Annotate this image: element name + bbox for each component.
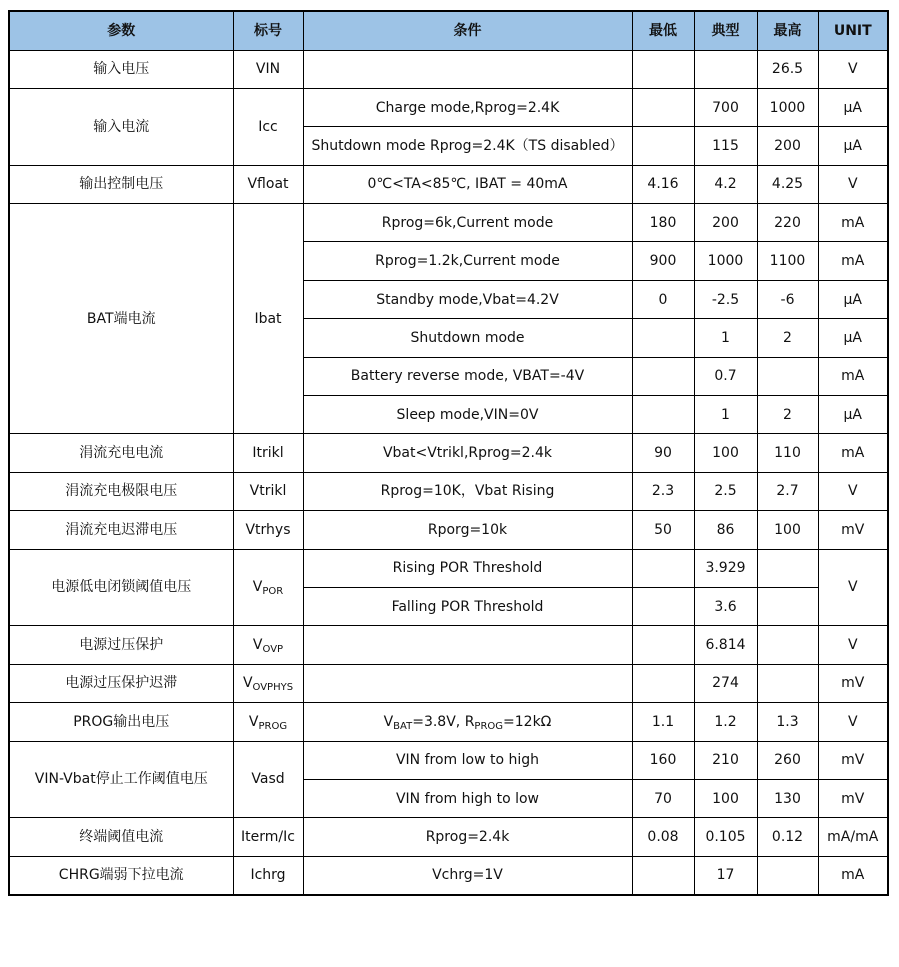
max-cell — [757, 357, 818, 395]
unit-cell: mV — [818, 511, 888, 549]
table-row — [9, 703, 888, 741]
unit-cell: μA — [818, 88, 888, 126]
typ-cell: 2.5 — [694, 472, 757, 510]
typ-cell: 700 — [694, 88, 757, 126]
table-row — [9, 50, 888, 88]
symbol-subscript: PROG — [258, 720, 288, 732]
typ-cell: 0.105 — [694, 818, 757, 856]
param-cell: 电源过压保护 — [9, 626, 233, 664]
symbol-main: V — [252, 637, 263, 654]
unit-cell: mA — [818, 357, 888, 395]
min-cell — [632, 357, 694, 395]
symbol-cell: Vfloat — [233, 165, 303, 203]
max-cell: 0.12 — [757, 818, 818, 856]
min-cell: 180 — [632, 204, 694, 242]
param-cell: 输入电压 — [9, 50, 233, 88]
condition-cell — [303, 703, 632, 741]
unit-cell: mA — [818, 434, 888, 472]
typ-cell: -2.5 — [694, 280, 757, 318]
typ-cell: 1000 — [694, 242, 757, 280]
param-cell: 涓流充电迟滞电压 — [9, 511, 233, 549]
unit-cell: μA — [818, 319, 888, 357]
condition-cell: Rprog=6k,Current mode — [303, 204, 632, 242]
typ-cell: 100 — [694, 434, 757, 472]
condition-cell: Vchrg=1V — [303, 856, 632, 894]
min-cell — [632, 396, 694, 434]
condition-cell: VIN from high to low — [303, 779, 632, 817]
min-cell: 160 — [632, 741, 694, 779]
typ-cell: 86 — [694, 511, 757, 549]
min-cell: 90 — [632, 434, 694, 472]
min-cell — [632, 50, 694, 88]
typ-cell: 3.929 — [694, 549, 757, 587]
condition-cell: Shutdown mode Rprog=2.4K（TS disabled） — [303, 127, 632, 165]
typ-cell: 1.2 — [694, 703, 757, 741]
min-cell — [632, 319, 694, 357]
max-cell: 1100 — [757, 242, 818, 280]
unit-cell: V — [818, 165, 888, 203]
min-cell: 1.1 — [632, 703, 694, 741]
typ-cell: 1 — [694, 396, 757, 434]
unit-cell: V — [818, 472, 888, 510]
symbol-cell — [233, 549, 303, 626]
header-condition: 条件 — [303, 11, 632, 50]
max-cell: 220 — [757, 204, 818, 242]
max-cell — [757, 587, 818, 625]
param-cell: VIN-Vbat停止工作阈值电压 — [9, 741, 233, 818]
symbol-subscript: POR — [262, 586, 284, 598]
symbol-cell: Ichrg — [233, 856, 303, 894]
table-row — [9, 88, 888, 126]
min-cell: 900 — [632, 242, 694, 280]
cond-part: V — [383, 713, 394, 730]
symbol-cell: Vasd — [233, 741, 303, 818]
max-cell: 2 — [757, 319, 818, 357]
header-typ: 典型 — [694, 11, 757, 50]
table-row — [9, 472, 888, 510]
min-cell — [632, 127, 694, 165]
table-row — [9, 626, 888, 664]
param-cell: 涓流充电电流 — [9, 434, 233, 472]
symbol-cell: Vtrhys — [233, 511, 303, 549]
param-cell: PROG输出电压 — [9, 703, 233, 741]
table-row — [9, 434, 888, 472]
unit-cell: mA — [818, 204, 888, 242]
condition-cell — [303, 626, 632, 664]
condition-cell: VIN from low to high — [303, 741, 632, 779]
max-cell: 130 — [757, 779, 818, 817]
header-unit: UNIT — [818, 11, 888, 50]
condition-cell: Battery reverse mode, VBAT=-4V — [303, 357, 632, 395]
max-cell — [757, 856, 818, 894]
table-row — [9, 549, 888, 587]
condition-cell — [303, 664, 632, 702]
max-cell: 26.5 — [757, 50, 818, 88]
symbol-cell: Vtrikl — [233, 472, 303, 510]
unit-cell: μA — [818, 396, 888, 434]
typ-cell — [694, 50, 757, 88]
min-cell: 70 — [632, 779, 694, 817]
typ-cell: 1 — [694, 319, 757, 357]
unit-cell: mV — [818, 664, 888, 702]
max-cell: 1.3 — [757, 703, 818, 741]
min-cell: 4.16 — [632, 165, 694, 203]
symbol-cell: Icc — [233, 88, 303, 165]
unit-cell: μA — [818, 127, 888, 165]
param-cell: 终端阈值电流 — [9, 818, 233, 856]
typ-cell: 4.2 — [694, 165, 757, 203]
max-cell: 2.7 — [757, 472, 818, 510]
table-row — [9, 741, 888, 779]
condition-cell: Rporg=10k — [303, 511, 632, 549]
min-cell — [632, 856, 694, 894]
symbol-cell: Iterm/Ic — [233, 818, 303, 856]
condition-cell: Falling POR Threshold — [303, 587, 632, 625]
header-max: 最高 — [757, 11, 818, 50]
cond-subscript: PROG — [474, 720, 504, 732]
typ-cell: 3.6 — [694, 587, 757, 625]
symbol-main: V — [252, 579, 263, 596]
max-cell — [757, 664, 818, 702]
condition-cell: Rprog=10K，Vbat Rising — [303, 472, 632, 510]
symbol-cell — [233, 664, 303, 702]
unit-cell: V — [818, 626, 888, 664]
min-cell: 2.3 — [632, 472, 694, 510]
symbol-main: V — [242, 675, 253, 692]
header-row — [9, 11, 888, 50]
min-cell — [632, 626, 694, 664]
condition-cell: Rising POR Threshold — [303, 549, 632, 587]
max-cell: 260 — [757, 741, 818, 779]
param-cell: 输入电流 — [9, 88, 233, 165]
symbol-cell — [233, 703, 303, 741]
condition-cell: Sleep mode,VIN=0V — [303, 396, 632, 434]
cond-part: =3.8V, R — [412, 713, 475, 730]
symbol-cell: Ibat — [233, 204, 303, 434]
param-cell: BAT端电流 — [9, 204, 233, 434]
min-cell: 0.08 — [632, 818, 694, 856]
header-min: 最低 — [632, 11, 694, 50]
min-cell — [632, 88, 694, 126]
param-cell: 电源低电闭锁阈值电压 — [9, 549, 233, 626]
max-cell: 2 — [757, 396, 818, 434]
spec-table — [8, 10, 889, 896]
min-cell: 50 — [632, 511, 694, 549]
unit-cell: mA/mA — [818, 818, 888, 856]
condition-cell: 0℃<TA<85℃, IBAT = 40mA — [303, 165, 632, 203]
param-cell: 涓流充电极限电压 — [9, 472, 233, 510]
condition-cell: Rprog=1.2k,Current mode — [303, 242, 632, 280]
header-param: 参数 — [9, 11, 233, 50]
max-cell: 200 — [757, 127, 818, 165]
header-symbol: 标号 — [233, 11, 303, 50]
table-row — [9, 511, 888, 549]
symbol-subscript: OVPHYS — [252, 682, 294, 694]
condition-cell — [303, 50, 632, 88]
unit-cell: mA — [818, 242, 888, 280]
param-cell: 输出控制电压 — [9, 165, 233, 203]
min-cell — [632, 664, 694, 702]
symbol-cell: VIN — [233, 50, 303, 88]
unit-cell: mV — [818, 741, 888, 779]
max-cell: 1000 — [757, 88, 818, 126]
typ-cell: 17 — [694, 856, 757, 894]
table-row — [9, 856, 888, 894]
param-cell: CHRG端弱下拉电流 — [9, 856, 233, 894]
max-cell: 4.25 — [757, 165, 818, 203]
condition-cell: Vbat<Vtrikl,Rprog=2.4k — [303, 434, 632, 472]
typ-cell: 6.814 — [694, 626, 757, 664]
unit-cell: V — [818, 50, 888, 88]
typ-cell: 200 — [694, 204, 757, 242]
condition-cell: Charge mode,Rprog=2.4K — [303, 88, 632, 126]
min-cell — [632, 587, 694, 625]
typ-cell: 0.7 — [694, 357, 757, 395]
min-cell — [632, 549, 694, 587]
max-cell: 100 — [757, 511, 818, 549]
condition-cell: Rprog=2.4k — [303, 818, 632, 856]
symbol-cell — [233, 626, 303, 664]
max-cell — [757, 549, 818, 587]
symbol-cell: Itrikl — [233, 434, 303, 472]
table-row — [9, 165, 888, 203]
max-cell — [757, 626, 818, 664]
table-row — [9, 204, 888, 242]
cond-subscript: BAT — [393, 720, 413, 732]
typ-cell: 274 — [694, 664, 757, 702]
unit-cell: V — [818, 549, 888, 626]
max-cell: -6 — [757, 280, 818, 318]
condition-cell: Shutdown mode — [303, 319, 632, 357]
cond-part: =12kΩ — [503, 713, 552, 730]
symbol-main: V — [248, 713, 259, 730]
typ-cell: 100 — [694, 779, 757, 817]
max-cell: 110 — [757, 434, 818, 472]
param-cell: 电源过压保护迟滞 — [9, 664, 233, 702]
symbol-subscript: OVP — [262, 644, 284, 656]
unit-cell: μA — [818, 280, 888, 318]
unit-cell: mV — [818, 779, 888, 817]
table-row — [9, 664, 888, 702]
unit-cell: mA — [818, 856, 888, 894]
min-cell: 0 — [632, 280, 694, 318]
table-row — [9, 818, 888, 856]
typ-cell: 210 — [694, 741, 757, 779]
condition-cell: Standby mode,Vbat=4.2V — [303, 280, 632, 318]
typ-cell: 115 — [694, 127, 757, 165]
unit-cell: V — [818, 703, 888, 741]
